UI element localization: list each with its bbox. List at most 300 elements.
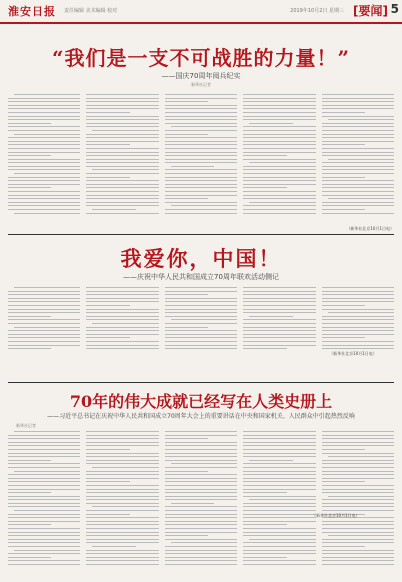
text-line [165,467,237,468]
text-line [165,112,237,113]
text-line [165,209,237,210]
text-line [92,546,135,547]
text-line [322,294,394,295]
text-line [322,453,394,454]
text-line [249,162,315,163]
text-line [8,169,80,170]
headline-achievements: 70年的伟大成就已经写在人类史册上 [69,392,333,411]
text-line [322,485,394,486]
text-line [165,177,237,178]
text-line [86,337,129,338]
text-line [86,517,158,518]
text-line [243,169,315,170]
text-line [165,155,237,156]
text-line [243,474,315,475]
text-line [8,159,80,160]
text-line [86,309,158,310]
text-line [322,528,394,529]
text-line [165,460,237,461]
text-line [165,134,208,135]
text-line [328,198,394,199]
text-line [8,112,80,113]
text-line [8,101,80,102]
text-line [86,159,158,160]
text-line [8,474,80,475]
text-line [8,485,80,486]
text-line [243,159,315,160]
text-line [8,108,80,109]
text-line [322,474,394,475]
text-line [243,478,315,479]
text-column [86,287,158,352]
text-line [322,123,394,124]
text-line [14,94,80,95]
text-line [165,474,237,475]
text-line [165,471,208,472]
editor-credits: 责任编辑 美术编辑 校对 [64,8,118,14]
text-line [171,205,237,206]
credit-achievements: （新华社北京10月1日电） [312,513,360,518]
text-line [165,485,237,486]
text-line [86,319,158,320]
text-line [243,463,315,464]
text-line [92,209,135,210]
text-line [86,348,158,349]
text-line [86,291,158,292]
text-line [243,287,315,288]
text-line [322,205,394,206]
text-line [8,202,80,203]
text-line [8,177,80,178]
text-line [86,478,158,479]
text-column [8,287,80,352]
text-line [243,312,315,313]
text-line [86,553,158,554]
text-line [322,471,394,472]
text-line [322,130,394,131]
text-line [322,492,394,493]
text-line [322,510,394,511]
text-line [8,553,80,554]
text-line [8,319,80,320]
credit-gala: （新华社北京10月1日电） [329,351,377,356]
subtitle-gala: ——庆祝中华人民共和国成立70周年联欢活动侧记 [123,273,279,281]
text-line [86,445,158,446]
text-line [243,101,315,102]
text-line [86,141,158,142]
text-line [165,137,237,138]
text-line [322,94,394,95]
text-line [171,463,237,464]
text-line [322,524,394,525]
text-line [14,431,80,432]
text-line [86,453,158,454]
text-line [86,341,158,342]
text-line [165,195,237,196]
text-line [165,184,237,185]
text-line [165,521,237,522]
text-line [8,152,80,153]
text-line [243,155,286,156]
text-line [86,166,158,167]
text-line [165,144,237,145]
text-line [322,337,365,338]
text-line [86,471,158,472]
text-line [328,456,394,457]
text-line [8,184,80,185]
text-line [8,337,80,338]
text-line [165,535,208,536]
text-line [322,499,394,500]
text-line [243,442,315,443]
text-line [8,467,80,468]
text-line [243,309,315,310]
text-line [322,542,394,543]
text-line [8,463,80,464]
text-column [165,431,237,568]
text-line [165,116,237,117]
text-line [86,152,158,153]
text-line [86,535,158,536]
text-line [165,431,237,432]
text-line [86,312,158,313]
text-line [322,323,394,324]
text-line [322,116,394,117]
text-line [243,305,315,306]
text-line [322,177,365,178]
text-line [243,438,315,439]
text-line [86,101,158,102]
text-line [322,539,394,540]
text-line [8,130,80,131]
text-line [165,305,237,306]
text-line [322,327,394,328]
text-line [86,144,129,145]
text-line [8,294,80,295]
text-line [322,126,394,127]
text-line [86,173,158,174]
text-line [243,481,315,482]
text-line [322,187,394,188]
text-line [14,287,80,288]
text-line [322,557,394,558]
text-line [322,152,394,153]
text-line [322,553,394,554]
text-line [243,489,315,490]
text-line [86,330,158,331]
text-line [243,431,315,432]
text-line [243,546,315,547]
text-line [243,528,315,529]
text-line [8,539,80,540]
text-line [165,489,237,490]
text-line [8,445,80,446]
text-column [165,287,237,352]
text-line [322,305,365,306]
text-line [243,195,315,196]
text-line [322,438,394,439]
text-line [86,456,158,457]
text-line [322,467,394,468]
text-line [322,463,394,464]
text-line [243,337,315,338]
text-line [86,521,158,522]
text-line [243,456,315,457]
text-line [92,130,158,131]
text-line [322,166,394,167]
text-line [86,287,158,288]
text-line [86,532,158,533]
text-line [165,438,208,439]
text-line [8,341,80,342]
text-line [243,557,286,558]
text-line [14,471,80,472]
text-line [322,169,394,170]
text-line [165,453,237,454]
text-line [249,123,292,124]
text-line [243,341,315,342]
text-line [243,510,315,511]
text-line [249,202,315,203]
text-line [243,330,315,331]
text-line [86,126,158,127]
text-line [165,152,237,153]
text-line [86,528,158,529]
text-line [322,319,394,320]
text-line [165,101,208,102]
text-line [243,94,315,95]
text-line [165,130,237,131]
text-column [8,431,80,568]
text-line [86,499,158,500]
divider-middle [8,382,394,383]
text-line [243,535,315,536]
byline-achievements: 新华社记者 [16,423,36,428]
text-column [322,287,394,352]
text-line [165,449,237,450]
text-line [165,348,237,349]
subtitle-parade: ——国庆70周年阅兵纪实 [161,72,241,80]
text-line [171,166,214,167]
text-line [328,119,394,120]
text-line [322,108,394,109]
text-line [322,460,394,461]
text-line [322,173,394,174]
text-line [322,112,365,113]
text-line [86,557,158,558]
text-line [86,435,158,436]
text-line [8,499,80,500]
text-line [8,291,80,292]
text-line [243,184,315,185]
text-line [165,435,237,436]
text-line [8,166,80,167]
text-line [165,564,237,565]
text-line [243,141,315,142]
text-line [86,334,158,335]
text-line [86,213,158,214]
text-line [243,112,315,113]
text-line [14,327,80,328]
text-line [86,177,129,178]
text-line [328,535,394,536]
text-line [8,438,80,439]
text-line [86,524,158,525]
text-line [165,560,237,561]
text-line [86,442,158,443]
text-line [86,105,158,106]
text-line [165,445,237,446]
text-line [86,187,158,188]
text-line [165,191,237,192]
text-line [165,496,237,497]
text-line [322,435,394,436]
text-line [243,492,286,493]
text-line [8,180,80,181]
text-line [8,453,80,454]
text-line [165,294,208,295]
text-line [243,517,315,518]
text-line [8,557,51,558]
text-line [8,144,80,145]
text-line [8,524,51,525]
text-line [165,323,237,324]
text-line [243,173,315,174]
text-line [14,213,80,214]
text-line [8,560,80,561]
text-line [322,213,394,214]
text-line [86,485,158,486]
text-line [322,478,394,479]
text-line [243,524,286,525]
text-line [243,177,315,178]
page-header [0,0,402,24]
text-line [243,503,315,504]
text-line [8,481,80,482]
text-line [165,169,237,170]
text-line [243,187,286,188]
text-line [86,198,158,199]
text-line [8,496,80,497]
article-body-gala [8,287,394,375]
text-line [8,546,80,547]
text-line [243,550,315,551]
text-line [8,528,80,529]
text-line [243,435,315,436]
text-column [322,94,394,216]
text-line [8,148,80,149]
text-line [243,119,315,120]
text-line [322,180,394,181]
text-line [243,348,286,349]
text-line [8,312,80,313]
text-line [8,489,80,490]
text-line [322,209,365,210]
byline-parade: 新华社记者 [191,82,211,87]
text-line [165,187,237,188]
text-line [243,496,315,497]
text-line [8,123,51,124]
text-line [165,557,237,558]
text-line [243,294,315,295]
text-line [243,453,315,454]
text-line [322,506,394,507]
text-line [328,159,394,160]
text-line [92,169,158,170]
page-number: 5 [390,2,399,16]
text-line [8,334,80,335]
text-line [322,560,394,561]
text-line [8,456,80,457]
text-line [171,126,237,127]
text-line [165,506,237,507]
text-line [8,198,80,199]
text-line [165,312,237,313]
text-line [243,301,315,302]
text-line [165,141,237,142]
text-line [243,449,315,450]
text-line [322,564,394,565]
text-line [243,291,315,292]
text-line [86,123,158,124]
text-line [8,305,80,306]
text-line [322,550,394,551]
text-line [86,98,158,99]
text-line [322,431,394,432]
text-line [8,301,80,302]
text-line [165,546,237,547]
text-line [322,301,394,302]
text-line [8,460,51,461]
text-line [8,137,80,138]
text-line [8,532,80,533]
text-line [165,213,237,214]
text-column [86,431,158,568]
text-line [243,105,315,106]
text-line [243,560,315,561]
text-line [8,119,80,120]
text-line [92,506,158,507]
text-line [8,309,80,310]
text-line [86,108,158,109]
text-line [322,101,394,102]
text-line [86,564,158,565]
subtitle-achievements: ——习近平总书记在庆祝中华人民共和国成立70周年大会上的重要讲话在中央和国家机关、人民群众中引起热烈反响 [47,413,355,420]
text-line [86,496,158,497]
text-line [86,205,158,206]
text-line [243,345,315,346]
text-line [86,510,158,511]
text-line [8,98,80,99]
text-line [165,334,237,335]
text-line [249,539,315,540]
text-line [165,301,237,302]
text-line [322,309,394,310]
text-line [249,499,315,500]
text-line [8,116,80,117]
text-line [86,119,158,120]
text-line [165,492,237,493]
text-line [165,198,208,199]
text-line [8,442,80,443]
text-line [243,445,315,446]
text-line [8,503,80,504]
text-line [243,506,315,507]
issue-date: 2019年10月2日 星期三 [290,8,344,14]
article-body-achievements [8,431,394,577]
text-line [243,542,315,543]
text-line [322,334,394,335]
